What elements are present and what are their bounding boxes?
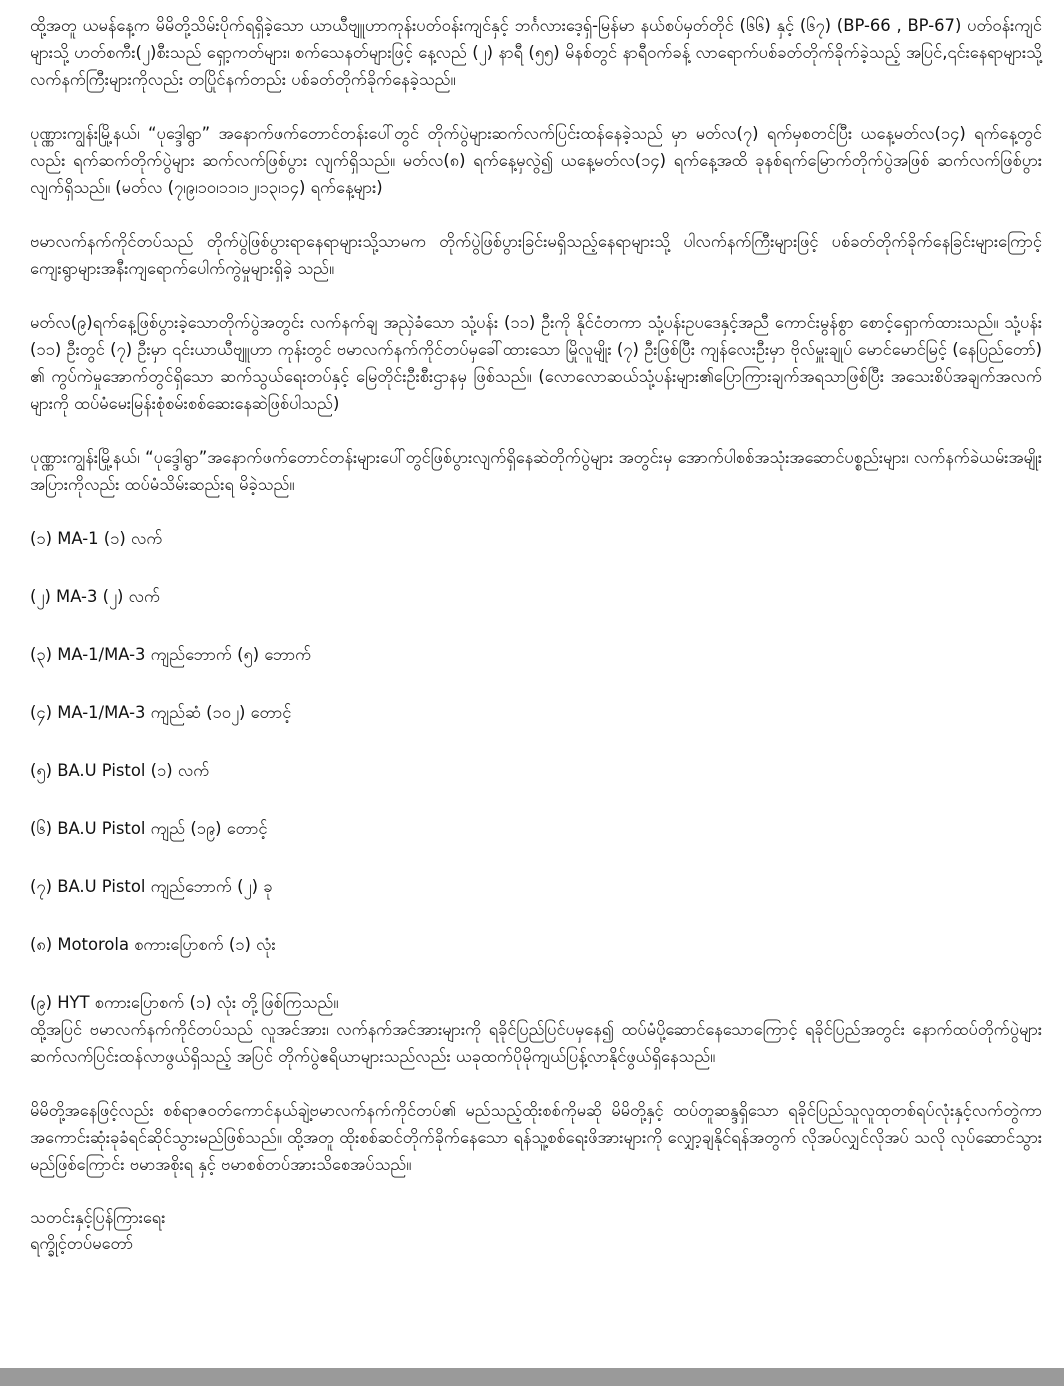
- list-item: (၄) MA-1/MA-3 ကျည်ဆံ (၁၀၂) တောင့်: [30, 703, 292, 722]
- list-item: (၉) HYT စကားပြောစက် (၁) လုံး တို့ဖြစ်ကြသည်။: [30, 993, 339, 1012]
- list-item: (၂) MA-3 (၂) လက်: [30, 587, 161, 606]
- list-item: (၁) MA-1 (၁) လက်: [30, 529, 163, 548]
- signature-department: သတင်းနှင့်ပြန်ကြားရေး: [30, 1208, 166, 1227]
- paragraph-attack-report: ထို့အတူ ယမန်နေ့က မိမိတို့သိမ်းပိုက်ရရှိခဲ့သော ယာယီဗျူဟာကုန်းပတ်ဝန်းကျင်နှင့် ဘင်္ဂလားဒေ့ရှ်-မြန်မာ နယ်စပ်မှတ်တိုင် (၆၆) နှင့် (၆၇) (BP-66 , BP-67) ပတ်ဝန်းကျင်များသို့ ဟတ်စကီး(၂)စီးသည် ရှော့ကတ်များ၊ စက်သေနတ်များဖြင့် နေ့လည် (၂) နာရီ (၅၅) မိနစ်တွင် နာရီဝက်ခန့် လာရောက်ပစ်ခတ်တိုက်ခိုက်ခဲ့သည့် အပြင်,၎င်းနေရာများသို့ လက်နက်ကြီးများကိုလည်း တပြိုင်နက်တည်း ပစ်ခတ်တိုက်ခိုက်နေခဲ့သည်။: [30, 16, 1042, 89]
- paragraph-prisoners: မတ်လ(၉)ရက်နေ့ဖြစ်ပွားခဲ့သောတိုက်ပွဲအတွင်း လက်နက်ချ အညှဲခံသော သုံ့ပန်း (၁၁) ဦးကို နိုင်ငံတကာ သုံ့ပန်းဥပဒေနှင့်အညီ ကောင်းမွန်စွာ စောင့်ရှောက်ထားသည်။ သုံ့ပန်း (၁၁) ဦးတွင် (၇) ဦးမှာ ၎င်းယာယီဗျူဟာ ကုန်းတွင် ဗမာလက်နက်ကိုင်တပ်မှခေါ်ထားသော မြိုလူမျိုး (၇) ဦးဖြစ်ပြီး ကျန်လေးဦးမှာ ဗိုလ်မှူးချုပ် မောင်မောင်မြင့် (နေပြည်တော်) ၏ ကွပ်ကဲမှုအောက်တွင်ရှိသော ဆက်သွယ်ရေးတပ်နှင့် မြေတိုင်းဦးစီးဌာနမှ ဖြစ်သည်။ (လောလောဆယ်သုံ့ပန်းများ၏ပြောကြားချက်အရသာဖြစ်ပြီး အသေးစိပ်အချက်အလက်များကို ထပ်မံမေးမြန်းစုံစမ်းစစ်ဆေးနေဆဲဖြစ်ပါသည်): [30, 313, 1042, 413]
- signature-organization: ရက္ခိုင့်တပ်မတော်: [30, 1234, 134, 1253]
- paragraph-battle-timeline: ပုဏ္ဏားကျွန်းမြို့နယ်၊ “ပုဒ္ဒေါရွာ” အနောက်ဖက်တောင်တန်းပေါ်တွင် တိုက်ပွဲများဆက်လက်ပြင်းထန်နေခဲ့သည် မှာ မတ်လ(၇) ရက်မှစတင်ပြီး ယနေ့မတ်လ(၁၄) ရက်နေ့တွင်လည်း ရက်ဆက်တိုက်ပွဲများ ဆက်လက်ဖြစ်ပွား လျက်ရှိသည်။ မတ်လ(၈) ရက်နေ့မှလွဲ၍ ယနေ့မတ်လ(၁၄) ရက်နေ့အထိ ခုနစ်ရက်မြောက်တိုက်ပွဲအဖြစ် ဆက်လက်ဖြစ်ပွားလျက်ရှိသည်။ (မတ်လ (၇၊၉၊၁၀၊၁၁၊၁၂၊၁၃၊၁၄) ရက်နေ့များ): [30, 124, 1042, 197]
- list-item: (၈) Motorola စကားပြောစက် (၁) လုံး: [30, 935, 276, 954]
- list-item: (၅) BA.U Pistol (၁) လက်: [30, 761, 210, 780]
- paragraph-resistance-statement: မိမိတို့အနေဖြင့်လည်း စစ်ရာဇဝတ်ကောင်နယ်ချဲ့ဗမာလက်နက်ကိုင်တပ်၏ မည်သည့်ထိုးစစ်ကိုမဆို မိမိတို့နှင့် ထပ်တူဆန္ဒရှိသော ရခိုင်ပြည်သူလူထုတစ်ရပ်လုံးနှင့်လက်တွဲကာ အကောင်းဆုံးခုခံရင်ဆိုင်သွားမည်ဖြစ်သည်။ ထို့အတူ ထိုးစစ်ဆင်တိုက်ခိုက်နေသော ရန်သူ့စစ်ရေးဖိအားများကို လျှော့ချနိုင်ရန်အတွက် လိုအပ်လျှင်လိုအပ် သလို လုပ်ဆောင်သွားမည်ဖြစ်ကြောင်း ဗမာအစိုးရ နှင့် ဗမာစစ်တပ်အားသိစေအပ်သည်။: [30, 1101, 1042, 1174]
- seized-items-list: [30, 525, 1042, 1016]
- paragraph-artillery-shelling: ဗမာလက်နက်ကိုင်တပ်သည် တိုက်ပွဲဖြစ်ပွားရာနေရာများသို့သာမက တိုက်ပွဲဖြစ်ပွားခြင်းမရှိသည့်နေရာများသို့ ပါလက်နက်ကြီးများဖြင့် ပစ်ခတ်တိုက်ခိုက်နေခြင်းများကြောင့် ကျေးရွာများအနီးကျရောက်ပေါက်ကွဲမှုများရှိခဲ့ သည်။: [30, 232, 1042, 278]
- list-item: (၃) MA-1/MA-3 ကျည်ဘောက် (၅) ဘောက်: [30, 645, 312, 664]
- list-item: (၇) BA.U Pistol ကျည်ဘောက် (၂) ခု: [30, 877, 273, 896]
- signature-block: [30, 1205, 1042, 1257]
- paragraph-seized-items-intro: ပုဏ္ဏားကျွန်းမြို့နယ်၊ “ပုဒ္ဒေါရွာ”အနောက်ဖက်တောင်တန်းများပေါ်တွင်ဖြစ်ပွားလျက်ရှိနေဆဲတိုက်ပွဲများ အတွင်းမှ အောက်ပါစစ်အသုံးအဆောင်ပစ္စည်းများ၊ လက်နက်ခဲယမ်းအမျိုးအပြားကိုလည်း ထပ်မံသိမ်းဆည်းရ မိခဲ့သည်။: [30, 448, 1042, 494]
- paragraph-reinforcements: ထို့အပြင် ဗမာလက်နက်ကိုင်တပ်သည် လူအင်အား၊ လက်နက်အင်အားများကို ရခိုင်ပြည်ပြင်ပမှနေ၍ ထပ်မံပို့ဆောင်နေသောကြောင့် ရခိုင်ပြည်အတွင်း နောက်ထပ်တိုက်ပွဲများ ဆက်လက်ပြင်းထန်လာဖွယ်ရှိသည့် အပြင် တိုက်ပွဲဧရိယာများသည်လည်း ယခုထက်ပိုမိုကျယ်ပြန့်လာနိုင်ဖွယ်ရှိနေသည်။: [30, 1020, 1042, 1066]
- list-item: (၆) BA.U Pistol ကျည် (၁၉) တောင့်: [30, 819, 268, 838]
